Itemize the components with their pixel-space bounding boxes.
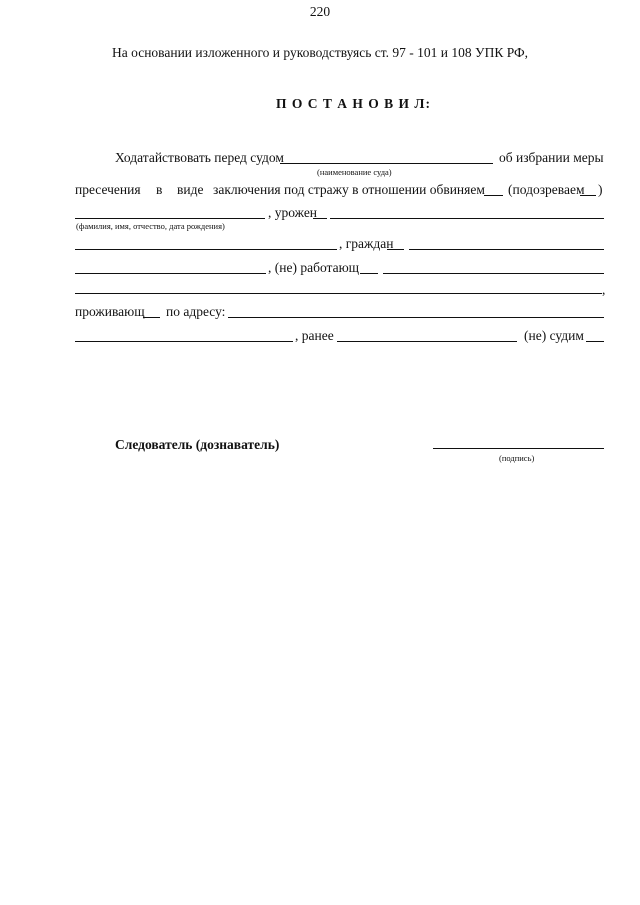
preventive-word-3: виде — [177, 182, 204, 197]
residing-label: проживающ — [75, 304, 145, 319]
address-continued-field[interactable] — [75, 341, 293, 342]
citizen-label: , граждан — [339, 236, 394, 251]
convicted-label: (не) судим — [524, 328, 584, 343]
birthplace-field[interactable] — [330, 218, 604, 219]
preventive-word-2: в — [156, 182, 163, 197]
convicted-ending-field[interactable] — [586, 341, 604, 342]
employed-ending-field[interactable] — [360, 273, 378, 274]
born-label: , урожен — [268, 205, 318, 220]
address-field[interactable] — [228, 317, 604, 318]
workplace-field[interactable] — [383, 273, 604, 274]
previous-record-field[interactable] — [337, 341, 517, 342]
custody-text: заключения под стражу в отношении обвиняем — [213, 182, 485, 197]
signature-caption: (подпись) — [499, 453, 535, 463]
born-ending-field[interactable] — [313, 218, 327, 219]
suspect-ending-field[interactable] — [580, 195, 596, 196]
residing-ending-field[interactable] — [143, 317, 160, 318]
resolution-heading: П О С Т А Н О В И Л: — [276, 96, 431, 111]
workplace-comma: , — [602, 282, 606, 297]
investigator-label: Следователь (дознаватель) — [115, 437, 280, 452]
signature-field[interactable] — [433, 448, 604, 449]
workplace-continued-field[interactable] — [75, 293, 602, 294]
petition-court-label: Ходатайствовать перед судом — [115, 150, 284, 165]
citizenship-continued-field[interactable] — [75, 273, 266, 274]
previously-label: , ранее — [295, 328, 334, 343]
preventive-word-1: пресечения — [75, 182, 141, 197]
court-name-field[interactable] — [280, 163, 493, 164]
suspect-label: (подозреваем — [508, 182, 585, 197]
measure-label: об избрании меры — [499, 150, 604, 165]
accused-ending-field[interactable] — [484, 195, 503, 196]
full-name-field[interactable] — [75, 218, 265, 219]
citizenship-field[interactable] — [409, 249, 604, 250]
full-name-caption: (фамилия, имя, отчество, дата рождения) — [76, 221, 225, 231]
employed-label: , (не) работающ — [268, 260, 360, 275]
citizen-ending-field[interactable] — [387, 249, 404, 250]
suspect-close-paren: ) — [598, 182, 603, 197]
intro-text: На основании изложенного и руководствуясь ст. 97 - 101 и 108 УПК РФ, — [112, 45, 529, 60]
page-number: 220 — [309, 4, 331, 19]
birth-details-field[interactable] — [75, 249, 337, 250]
address-label: по адресу: — [166, 304, 226, 319]
court-name-caption: (наименование суда) — [317, 167, 392, 177]
